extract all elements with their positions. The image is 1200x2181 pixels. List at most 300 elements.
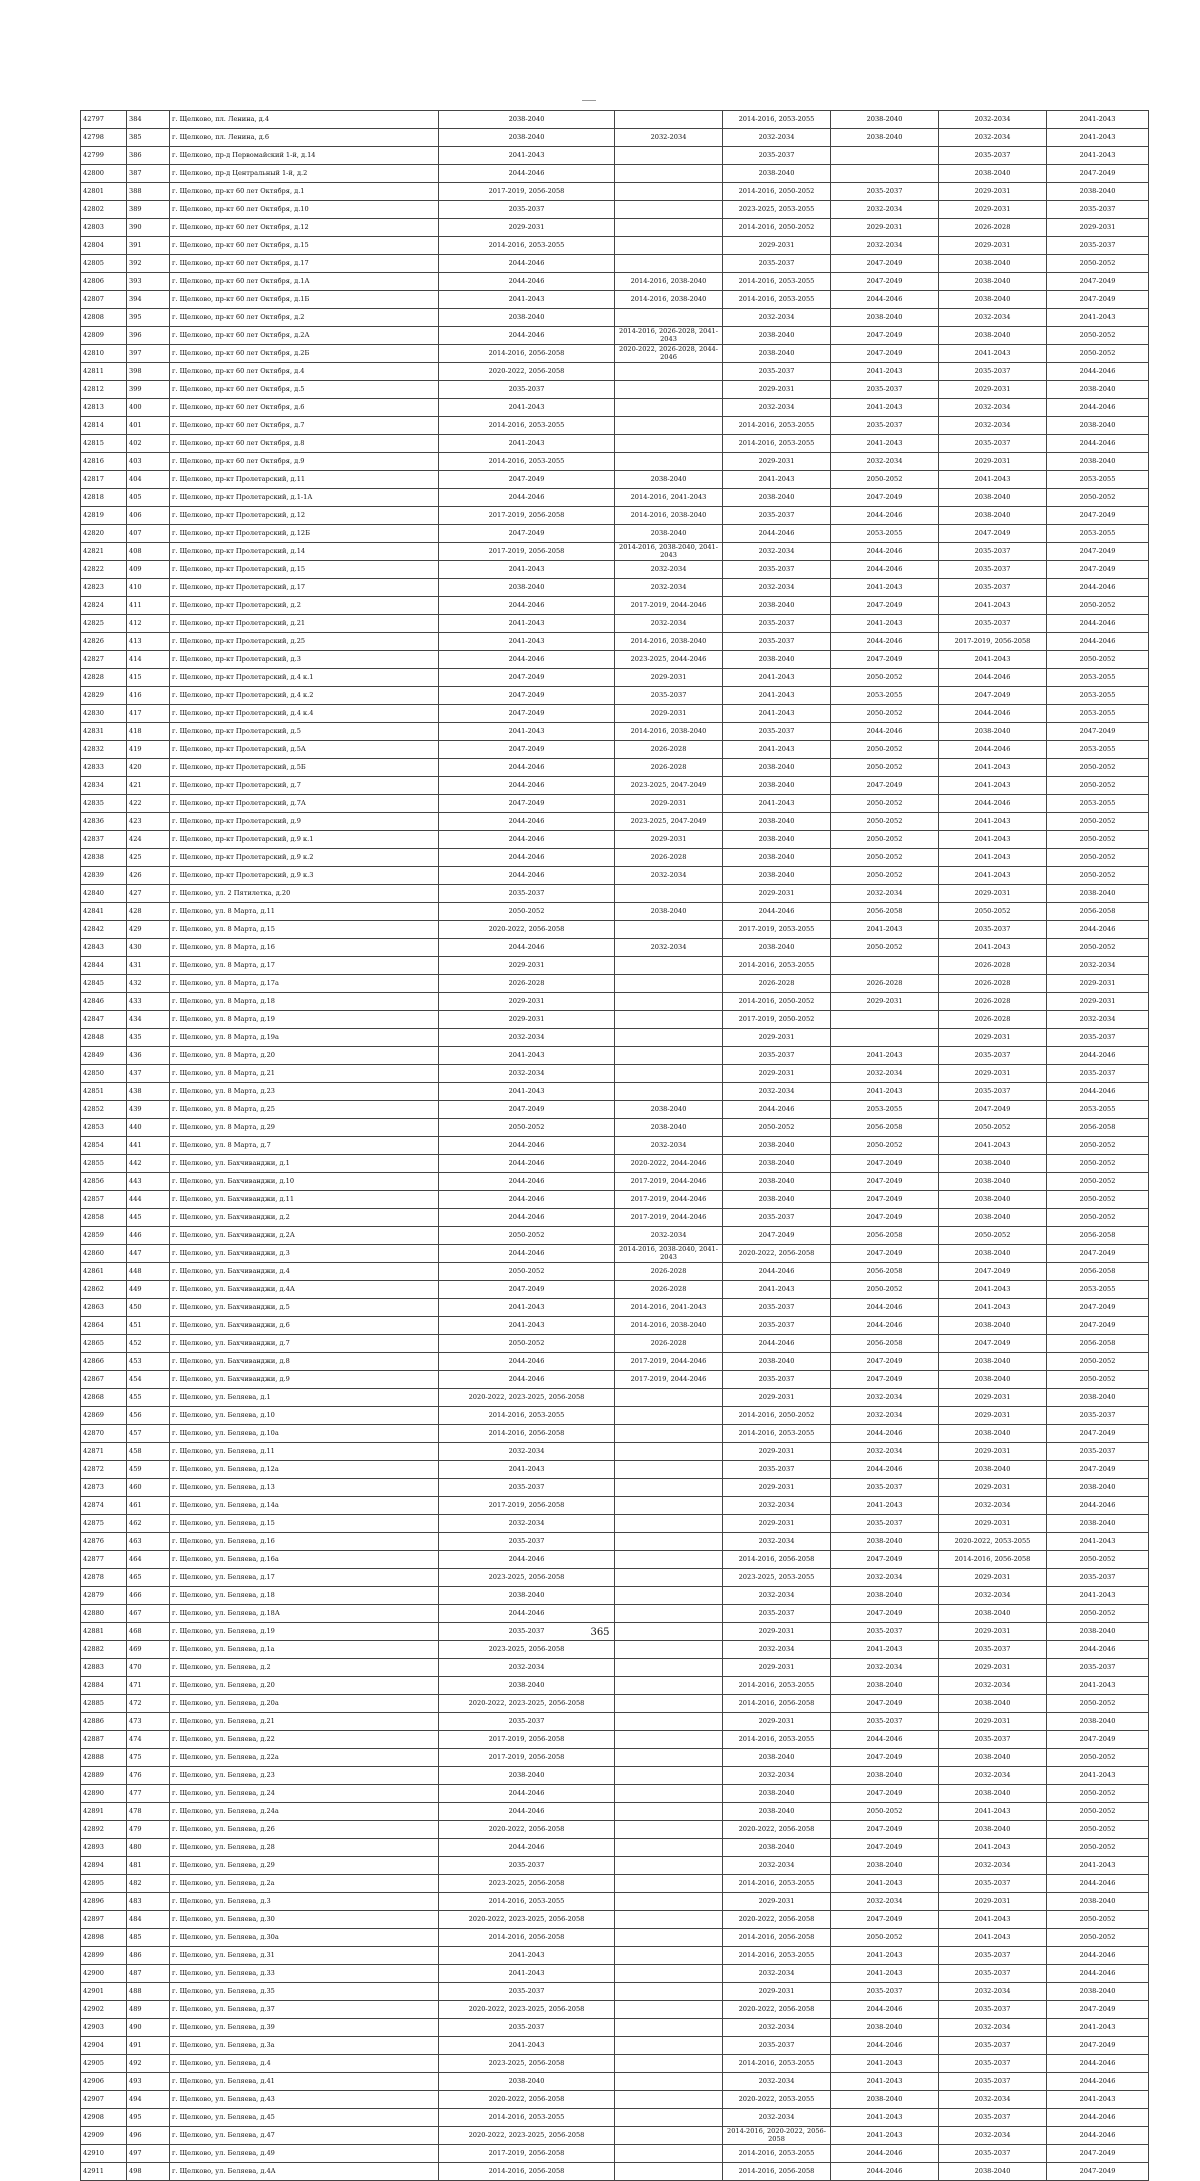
- period-cell-2: 2032-2034: [615, 579, 723, 597]
- period-cell-1: 2020-2022, 2023-2025, 2056-2058: [439, 2127, 615, 2145]
- row-number-cell: 453: [127, 1353, 170, 1371]
- row-id-cell: 42901: [81, 1983, 127, 2001]
- table-row: [81, 237, 1149, 255]
- row-number-cell: 468: [127, 1623, 170, 1641]
- schedule-table-sheet: [80, 110, 1148, 2181]
- period-cell-2: 2023-2025, 2047-2049: [615, 813, 723, 831]
- row-number-cell: 437: [127, 1065, 170, 1083]
- period-cell-4: 2038-2040: [831, 129, 939, 147]
- row-id-cell: 42818: [81, 489, 127, 507]
- address-cell: г. Щелково, пр-кт 60 лет Октября, д.7: [170, 417, 439, 435]
- period-cell-4: [831, 1029, 939, 1047]
- period-cell-6: 2035-2037: [1047, 1659, 1149, 1677]
- period-cell-4: 2047-2049: [831, 1551, 939, 1569]
- period-cell-4: 2050-2052: [831, 867, 939, 885]
- period-cell-6: 2056-2058: [1047, 1119, 1149, 1137]
- row-number-cell: 489: [127, 2001, 170, 2019]
- period-cell-2: 2014-2016, 2038-2040, 2041-2043: [615, 543, 723, 561]
- row-id-cell: 42892: [81, 1821, 127, 1839]
- period-cell-6: 2041-2043: [1047, 1767, 1149, 1785]
- period-cell-5: 2017-2019, 2056-2058: [939, 633, 1047, 651]
- row-number-cell: 418: [127, 723, 170, 741]
- period-cell-2: 2038-2040: [615, 471, 723, 489]
- period-cell-1: 2017-2019, 2056-2058: [439, 1731, 615, 1749]
- period-cell-4: 2038-2040: [831, 1677, 939, 1695]
- row-id-cell: 42822: [81, 561, 127, 579]
- table-row: [81, 561, 1149, 579]
- period-cell-3: 2041-2043: [723, 669, 831, 687]
- period-cell-5: 2044-2046: [939, 741, 1047, 759]
- period-cell-3: 2035-2037: [723, 1047, 831, 1065]
- period-cell-6: 2050-2052: [1047, 1695, 1149, 1713]
- row-id-cell: 42861: [81, 1263, 127, 1281]
- period-cell-2: [615, 309, 723, 327]
- period-cell-1: 2032-2034: [439, 1065, 615, 1083]
- table-row: [81, 1335, 1149, 1353]
- period-cell-4: 2032-2034: [831, 1443, 939, 1461]
- period-cell-3: 2014-2016, 2053-2055: [723, 957, 831, 975]
- row-id-cell: 42815: [81, 435, 127, 453]
- period-cell-5: 2035-2037: [939, 543, 1047, 561]
- period-cell-2: [615, 399, 723, 417]
- row-id-cell: 42851: [81, 1083, 127, 1101]
- period-cell-5: 2026-2028: [939, 957, 1047, 975]
- period-cell-6: 2041-2043: [1047, 111, 1149, 129]
- period-cell-5: 2032-2034: [939, 1677, 1047, 1695]
- period-cell-6: 2044-2046: [1047, 579, 1149, 597]
- table-row: [81, 1443, 1149, 1461]
- period-cell-4: 2035-2037: [831, 417, 939, 435]
- row-number-cell: 433: [127, 993, 170, 1011]
- period-cell-1: 2044-2046: [439, 327, 615, 345]
- row-id-cell: 42802: [81, 201, 127, 219]
- period-cell-6: 2047-2049: [1047, 1299, 1149, 1317]
- period-cell-5: 2038-2040: [939, 1353, 1047, 1371]
- period-cell-3: 2044-2046: [723, 525, 831, 543]
- period-cell-6: 2032-2034: [1047, 957, 1149, 975]
- period-cell-4: 2047-2049: [831, 273, 939, 291]
- table-row: [81, 363, 1149, 381]
- period-cell-2: [615, 1785, 723, 1803]
- table-row: [81, 417, 1149, 435]
- period-cell-6: 2038-2040: [1047, 183, 1149, 201]
- period-cell-6: 2050-2052: [1047, 777, 1149, 795]
- row-number-cell: 419: [127, 741, 170, 759]
- address-cell: г. Щелково, пр-кт 60 лет Октября, д.1: [170, 183, 439, 201]
- period-cell-4: 2041-2043: [831, 615, 939, 633]
- row-id-cell: 42814: [81, 417, 127, 435]
- table-row: [81, 1155, 1149, 1173]
- period-cell-4: 2041-2043: [831, 1947, 939, 1965]
- table-row: [81, 1767, 1149, 1785]
- address-cell: г. Щелково, ул. Беляева, д.3: [170, 1893, 439, 1911]
- address-cell: г. Щелково, ул. Бахчиванджи, д.4А: [170, 1281, 439, 1299]
- row-number-cell: 421: [127, 777, 170, 795]
- period-cell-5: 2035-2037: [939, 1965, 1047, 1983]
- period-cell-5: 2032-2034: [939, 1767, 1047, 1785]
- period-cell-6: 2050-2052: [1047, 1821, 1149, 1839]
- address-cell: г. Щелково, пр-кт Пролетарский, д.9: [170, 813, 439, 831]
- period-cell-3: 2014-2016, 2053-2055: [723, 2055, 831, 2073]
- row-id-cell: 42902: [81, 2001, 127, 2019]
- address-cell: г. Щелково, ул. Беляева, д.24а: [170, 1803, 439, 1821]
- period-cell-5: 2044-2046: [939, 669, 1047, 687]
- period-cell-4: 2047-2049: [831, 327, 939, 345]
- table-row: [81, 687, 1149, 705]
- row-number-cell: 387: [127, 165, 170, 183]
- row-id-cell: 42893: [81, 1839, 127, 1857]
- row-number-cell: 497: [127, 2145, 170, 2163]
- row-id-cell: 42807: [81, 291, 127, 309]
- table-row: [81, 633, 1149, 651]
- row-id-cell: 42872: [81, 1461, 127, 1479]
- address-cell: г. Щелково, пр-кт Пролетарский, д.15: [170, 561, 439, 579]
- period-cell-1: 2017-2019, 2056-2058: [439, 543, 615, 561]
- period-cell-1: 2017-2019, 2056-2058: [439, 507, 615, 525]
- period-cell-2: [615, 1947, 723, 1965]
- row-number-cell: 440: [127, 1119, 170, 1137]
- period-cell-3: 2029-2031: [723, 453, 831, 471]
- period-cell-3: 2014-2016, 2053-2055: [723, 2145, 831, 2163]
- row-number-cell: 429: [127, 921, 170, 939]
- row-id-cell: 42824: [81, 597, 127, 615]
- period-cell-4: [831, 147, 939, 165]
- period-cell-4: 2050-2052: [831, 741, 939, 759]
- row-number-cell: 385: [127, 129, 170, 147]
- period-cell-1: 2020-2022, 2056-2058: [439, 2091, 615, 2109]
- period-cell-3: 2032-2034: [723, 543, 831, 561]
- period-cell-3: 2032-2034: [723, 1857, 831, 1875]
- period-cell-5: 2041-2043: [939, 849, 1047, 867]
- address-cell: г. Щелково, ул. Беляева, д.15: [170, 1515, 439, 1533]
- period-cell-5: 2041-2043: [939, 939, 1047, 957]
- period-cell-1: 2020-2022, 2023-2025, 2056-2058: [439, 1389, 615, 1407]
- period-cell-2: [615, 1677, 723, 1695]
- period-cell-3: 2035-2037: [723, 255, 831, 273]
- row-number-cell: 495: [127, 2109, 170, 2127]
- period-cell-4: 2050-2052: [831, 1929, 939, 1947]
- row-id-cell: 42910: [81, 2145, 127, 2163]
- table-row: [81, 309, 1149, 327]
- period-cell-1: 2032-2034: [439, 1659, 615, 1677]
- period-cell-3: 2047-2049: [723, 1227, 831, 1245]
- period-cell-1: 2035-2037: [439, 201, 615, 219]
- row-number-cell: 479: [127, 1821, 170, 1839]
- period-cell-6: 2047-2049: [1047, 2001, 1149, 2019]
- row-number-cell: 431: [127, 957, 170, 975]
- period-cell-1: 2044-2046: [439, 1137, 615, 1155]
- period-cell-4: 2047-2049: [831, 597, 939, 615]
- period-cell-4: 2056-2058: [831, 903, 939, 921]
- period-cell-4: 2032-2034: [831, 453, 939, 471]
- row-id-cell: 42812: [81, 381, 127, 399]
- row-number-cell: 395: [127, 309, 170, 327]
- period-cell-6: 2053-2055: [1047, 705, 1149, 723]
- row-number-cell: 466: [127, 1587, 170, 1605]
- period-cell-2: [615, 363, 723, 381]
- table-row: [81, 1029, 1149, 1047]
- table-row: [81, 1353, 1149, 1371]
- period-cell-6: 2044-2046: [1047, 2073, 1149, 2091]
- period-cell-2: [615, 1965, 723, 1983]
- period-cell-3: 2029-2031: [723, 1065, 831, 1083]
- period-cell-2: 2017-2019, 2044-2046: [615, 1353, 723, 1371]
- row-number-cell: 486: [127, 1947, 170, 1965]
- period-cell-3: 2023-2025, 2053-2055: [723, 1569, 831, 1587]
- period-cell-4: 2047-2049: [831, 1371, 939, 1389]
- row-id-cell: 42874: [81, 1497, 127, 1515]
- period-cell-2: 2032-2034: [615, 1227, 723, 1245]
- row-number-cell: 438: [127, 1083, 170, 1101]
- period-cell-1: 2041-2043: [439, 1083, 615, 1101]
- period-cell-2: [615, 201, 723, 219]
- period-cell-5: 2038-2040: [939, 291, 1047, 309]
- period-cell-2: [615, 1479, 723, 1497]
- period-cell-5: 2041-2043: [939, 1803, 1047, 1821]
- period-cell-4: 2044-2046: [831, 1299, 939, 1317]
- row-id-cell: 42865: [81, 1335, 127, 1353]
- row-id-cell: 42832: [81, 741, 127, 759]
- table-row: [81, 705, 1149, 723]
- period-cell-1: 2029-2031: [439, 957, 615, 975]
- address-cell: г. Щелково, ул. Беляева, д.10а: [170, 1425, 439, 1443]
- period-cell-4: 2041-2043: [831, 921, 939, 939]
- period-cell-6: 2044-2046: [1047, 2055, 1149, 2073]
- period-cell-5: 2032-2034: [939, 2091, 1047, 2109]
- address-cell: г. Щелково, ул. Беляева, д.1: [170, 1389, 439, 1407]
- period-cell-5: 2047-2049: [939, 1263, 1047, 1281]
- period-cell-4: 2032-2034: [831, 1407, 939, 1425]
- period-cell-2: [615, 1047, 723, 1065]
- table-row: [81, 939, 1149, 957]
- period-cell-4: 2044-2046: [831, 1731, 939, 1749]
- period-cell-2: 2026-2028: [615, 1263, 723, 1281]
- period-cell-1: 2017-2019, 2056-2058: [439, 1497, 615, 1515]
- address-cell: г. Щелково, ул. Бахчиванджи, д.3: [170, 1245, 439, 1263]
- period-cell-4: 2047-2049: [831, 1191, 939, 1209]
- row-id-cell: 42887: [81, 1731, 127, 1749]
- period-cell-3: 2029-2031: [723, 1713, 831, 1731]
- period-cell-5: 2044-2046: [939, 705, 1047, 723]
- table-row: [81, 345, 1149, 363]
- period-cell-3: 2014-2016, 2053-2055: [723, 1425, 831, 1443]
- period-cell-6: 2035-2037: [1047, 1443, 1149, 1461]
- address-cell: г. Щелково, пр-кт Пролетарский, д.12Б: [170, 525, 439, 543]
- period-cell-4: 2047-2049: [831, 777, 939, 795]
- table-row: [81, 453, 1149, 471]
- period-cell-3: 2038-2040: [723, 849, 831, 867]
- period-cell-4: 2044-2046: [831, 2145, 939, 2163]
- period-cell-1: 2038-2040: [439, 309, 615, 327]
- period-cell-5: 2038-2040: [939, 1173, 1047, 1191]
- table-row: [81, 795, 1149, 813]
- period-cell-6: 2053-2055: [1047, 1281, 1149, 1299]
- row-number-cell: 441: [127, 1137, 170, 1155]
- table-row: [81, 183, 1149, 201]
- row-number-cell: 467: [127, 1605, 170, 1623]
- period-cell-4: 2038-2040: [831, 1587, 939, 1605]
- period-cell-3: 2032-2034: [723, 2073, 831, 2091]
- table-row: [81, 2037, 1149, 2055]
- period-cell-5: 2032-2034: [939, 111, 1047, 129]
- period-cell-5: 2026-2028: [939, 993, 1047, 1011]
- period-cell-5: 2038-2040: [939, 165, 1047, 183]
- period-cell-5: 2038-2040: [939, 1785, 1047, 1803]
- period-cell-1: 2023-2025, 2056-2058: [439, 2055, 615, 2073]
- period-cell-5: 2029-2031: [939, 183, 1047, 201]
- period-cell-5: 2047-2049: [939, 687, 1047, 705]
- address-cell: г. Щелково, ул. Беляева, д.30а: [170, 1929, 439, 1947]
- row-number-cell: 391: [127, 237, 170, 255]
- period-cell-3: 2029-2031: [723, 1983, 831, 2001]
- period-cell-5: 2041-2043: [939, 813, 1047, 831]
- period-cell-5: 2047-2049: [939, 1335, 1047, 1353]
- table-row: [81, 1047, 1149, 1065]
- period-cell-1: 2038-2040: [439, 2073, 615, 2091]
- period-cell-3: 2014-2016, 2053-2055: [723, 1677, 831, 1695]
- period-cell-4: 2041-2043: [831, 2073, 939, 2091]
- period-cell-2: [615, 1911, 723, 1929]
- period-cell-4: 2056-2058: [831, 1263, 939, 1281]
- period-cell-1: 2047-2049: [439, 1281, 615, 1299]
- table-row: [81, 2001, 1149, 2019]
- period-cell-1: 2035-2037: [439, 1857, 615, 1875]
- row-number-cell: 401: [127, 417, 170, 435]
- period-cell-6: 2050-2052: [1047, 1551, 1149, 1569]
- period-cell-5: 2041-2043: [939, 1299, 1047, 1317]
- period-cell-1: 2020-2022, 2056-2058: [439, 1821, 615, 1839]
- table-row: [81, 669, 1149, 687]
- row-id-cell: 42862: [81, 1281, 127, 1299]
- period-cell-6: 2044-2046: [1047, 1047, 1149, 1065]
- period-cell-6: 2038-2040: [1047, 1623, 1149, 1641]
- period-cell-3: 2038-2040: [723, 1785, 831, 1803]
- period-cell-5: 2038-2040: [939, 327, 1047, 345]
- table-row: [81, 741, 1149, 759]
- table-row: [81, 165, 1149, 183]
- row-number-cell: 476: [127, 1767, 170, 1785]
- period-cell-4: 2047-2049: [831, 1245, 939, 1263]
- period-cell-2: [615, 111, 723, 129]
- period-cell-4: 2035-2037: [831, 1713, 939, 1731]
- period-cell-1: 2044-2046: [439, 597, 615, 615]
- period-cell-6: 2047-2049: [1047, 2145, 1149, 2163]
- period-cell-3: 2032-2034: [723, 1533, 831, 1551]
- table-row: [81, 1245, 1149, 1263]
- period-cell-5: 2038-2040: [939, 1695, 1047, 1713]
- period-cell-2: [615, 921, 723, 939]
- period-cell-6: 2053-2055: [1047, 1101, 1149, 1119]
- row-id-cell: 42850: [81, 1065, 127, 1083]
- period-cell-5: 2038-2040: [939, 255, 1047, 273]
- period-cell-6: 2038-2040: [1047, 1389, 1149, 1407]
- period-cell-1: 2014-2016, 2053-2055: [439, 453, 615, 471]
- period-cell-1: 2035-2037: [439, 381, 615, 399]
- period-cell-1: 2047-2049: [439, 705, 615, 723]
- period-cell-6: 2050-2052: [1047, 1173, 1149, 1191]
- table-row: [81, 291, 1149, 309]
- period-cell-2: 2014-2016, 2038-2040: [615, 291, 723, 309]
- address-cell: г. Щелково, ул. Бахчиванджи, д.11: [170, 1191, 439, 1209]
- period-cell-4: 2041-2043: [831, 1965, 939, 1983]
- period-cell-1: 2014-2016, 2053-2055: [439, 1893, 615, 1911]
- row-number-cell: 423: [127, 813, 170, 831]
- period-cell-4: 2032-2034: [831, 1659, 939, 1677]
- period-cell-6: 2053-2055: [1047, 687, 1149, 705]
- table-row: [81, 597, 1149, 615]
- row-number-cell: 413: [127, 633, 170, 651]
- period-cell-3: 2014-2016, 2053-2055: [723, 435, 831, 453]
- row-number-cell: 450: [127, 1299, 170, 1317]
- period-cell-1: 2017-2019, 2056-2058: [439, 1749, 615, 1767]
- row-id-cell: 42827: [81, 651, 127, 669]
- row-number-cell: 406: [127, 507, 170, 525]
- period-cell-4: 2047-2049: [831, 255, 939, 273]
- period-cell-3: 2035-2037: [723, 633, 831, 651]
- period-cell-2: [615, 2037, 723, 2055]
- row-id-cell: 42841: [81, 903, 127, 921]
- period-cell-6: 2047-2049: [1047, 2037, 1149, 2055]
- period-cell-4: 2056-2058: [831, 1119, 939, 1137]
- period-cell-1: 2044-2046: [439, 1191, 615, 1209]
- row-number-cell: 498: [127, 2163, 170, 2181]
- period-cell-5: 2029-2031: [939, 201, 1047, 219]
- period-cell-5: 2035-2037: [939, 1947, 1047, 1965]
- table-row: [81, 1839, 1149, 1857]
- period-cell-2: 2017-2019, 2044-2046: [615, 1371, 723, 1389]
- period-cell-2: 2026-2028: [615, 1335, 723, 1353]
- row-number-cell: 472: [127, 1695, 170, 1713]
- address-cell: г. Щелково, ул. Беляева, д.39: [170, 2019, 439, 2037]
- period-cell-6: 2038-2040: [1047, 381, 1149, 399]
- period-cell-1: 2014-2016, 2053-2055: [439, 1407, 615, 1425]
- table-row: [81, 1713, 1149, 1731]
- row-id-cell: 42867: [81, 1371, 127, 1389]
- address-cell: г. Щелково, пр-кт 60 лет Октября, д.2А: [170, 327, 439, 345]
- period-cell-6: 2035-2037: [1047, 1407, 1149, 1425]
- period-cell-2: [615, 2055, 723, 2073]
- period-cell-6: 2050-2052: [1047, 813, 1149, 831]
- period-cell-2: 2032-2034: [615, 1137, 723, 1155]
- period-cell-3: 2026-2028: [723, 975, 831, 993]
- row-id-cell: 42860: [81, 1245, 127, 1263]
- period-cell-6: 2047-2049: [1047, 1461, 1149, 1479]
- row-id-cell: 42906: [81, 2073, 127, 2091]
- row-number-cell: 464: [127, 1551, 170, 1569]
- period-cell-4: 2044-2046: [831, 543, 939, 561]
- period-cell-5: 2038-2040: [939, 1209, 1047, 1227]
- row-number-cell: 492: [127, 2055, 170, 2073]
- period-cell-2: [615, 1497, 723, 1515]
- period-cell-1: 2044-2046: [439, 165, 615, 183]
- row-id-cell: 42836: [81, 813, 127, 831]
- period-cell-5: 2041-2043: [939, 831, 1047, 849]
- period-cell-2: [615, 2001, 723, 2019]
- row-id-cell: 42845: [81, 975, 127, 993]
- period-cell-3: 2041-2043: [723, 1281, 831, 1299]
- period-cell-1: 2041-2043: [439, 561, 615, 579]
- row-number-cell: 461: [127, 1497, 170, 1515]
- period-cell-1: 2041-2043: [439, 1299, 615, 1317]
- period-cell-4: 2041-2043: [831, 399, 939, 417]
- period-cell-5: 2050-2052: [939, 903, 1047, 921]
- period-cell-2: [615, 237, 723, 255]
- period-cell-5: 2044-2046: [939, 795, 1047, 813]
- period-cell-3: 2038-2040: [723, 651, 831, 669]
- period-cell-6: 2032-2034: [1047, 1011, 1149, 1029]
- period-cell-2: 2014-2016, 2038-2040: [615, 723, 723, 741]
- address-cell: г. Щелково, пр-кт Пролетарский, д.3: [170, 651, 439, 669]
